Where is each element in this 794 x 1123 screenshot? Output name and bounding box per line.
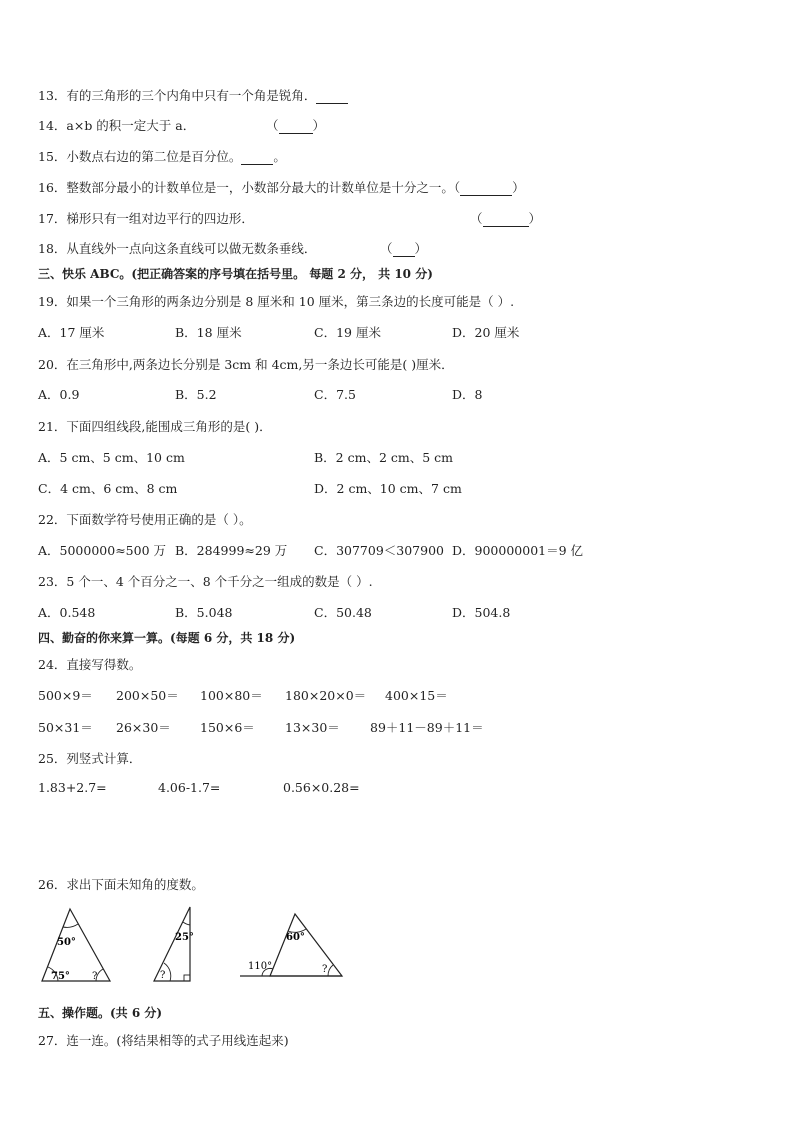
mental-calc-item: 100×80＝ (200, 688, 263, 703)
question-13-text: 13．有的三角形的三个内角中只有一个角是锐角． (38, 88, 317, 103)
question-22-text: 22．下面数学符号使用正确的是（ ）。 (38, 512, 252, 527)
q23-option-a[interactable]: A．0.548 (38, 605, 96, 620)
question-16-text: 16．整数部分最小的计数单位是一，小数部分最大的计数单位是十分之一。（ (38, 180, 461, 195)
q21-option-b[interactable]: B．2 cm、2 cm、5 cm (314, 450, 454, 465)
answer-blank-16[interactable] (460, 180, 512, 196)
q21-option-d[interactable]: D．2 cm、10 cm、7 cm (314, 481, 462, 496)
question-14-text: 14．a×b 的积一定大于 a． (38, 118, 196, 133)
q20-option-d[interactable]: D．8 (452, 387, 483, 402)
question-21-text: 21．下面四组线段,能围成三角形的是( )． (38, 419, 272, 434)
mental-calc-item: 13×30＝ (285, 720, 340, 735)
answer-paren-18[interactable]: （ ） (380, 241, 428, 256)
q20-option-b[interactable]: B．5.2 (175, 387, 217, 402)
angle-label: 60° (286, 932, 305, 943)
question-17 (38, 209, 542, 227)
triangle-figure-3 (240, 908, 346, 982)
q19-option-d[interactable]: D．20 厘米 (452, 325, 520, 340)
angle-label: 110° (248, 961, 273, 972)
mental-calc-item: 50×31＝ (38, 720, 93, 735)
mental-calc-item: 89＋11－89＋11＝ (370, 720, 484, 735)
section-4-title: 四、勤奋的你来算一算。(每题 6 分，共 18 分) (38, 631, 296, 645)
mental-calc-item: 26×30＝ (116, 720, 171, 735)
vertical-calc-item: 4.06-1.7= (158, 780, 221, 795)
q22-option-b[interactable]: B．284999≈29 万 (175, 543, 288, 558)
q23-option-b[interactable]: B．5.048 (175, 605, 233, 620)
unknown-angle-label: ? (160, 970, 166, 981)
angle-label: 25° (175, 932, 194, 943)
triangle-figure-1 (38, 905, 114, 985)
answer-blank-15[interactable] (241, 149, 273, 165)
q23-option-d[interactable]: D．504.8 (452, 605, 511, 620)
q19-option-a[interactable]: A．17 厘米 (38, 325, 105, 340)
question-18 (38, 239, 428, 257)
q20-option-c[interactable]: C．7.5 (314, 387, 356, 402)
q19-option-b[interactable]: B．18 厘米 (175, 325, 242, 340)
answer-paren-17[interactable]: （ ） (470, 211, 542, 226)
unknown-angle-label: ? (322, 964, 328, 975)
section-5-title: 五、操作题。(共 6 分) (38, 1006, 163, 1020)
question-27-text: 27．连一连。(将结果相等的式子用线连起来) (38, 1033, 289, 1048)
section-3-title: 三、快乐 ABC。(把正确答案的序号填在括号里。 每题 2 分， 共 10 分) (38, 267, 433, 281)
question-15-text: 15．小数点右边的第二位是百分位。 (38, 149, 242, 164)
q22-option-c[interactable]: C．307709＜307900 (314, 543, 444, 558)
angle-label: 75° (51, 971, 70, 982)
question-16: 16．整数部分最小的计数单位是一，小数部分最大的计数单位是十分之一。（ ） (38, 180, 525, 195)
vertical-calc-item: 0.56×0.28= (283, 780, 360, 795)
q22-option-d[interactable]: D．900000001＝9 亿 (452, 543, 584, 558)
answer-blank-13[interactable] (316, 88, 348, 104)
question-13 (38, 86, 348, 104)
question-26-text: 26．求出下面未知角的度数。 (38, 877, 204, 892)
triangle-figure-2 (150, 903, 196, 985)
question-24-text: 24．直接写得数。 (38, 657, 142, 672)
question-17-text: 17．梯形只有一组对边平行的四边形． (38, 211, 254, 226)
question-15: 15．小数点右边的第二位是百分位。 。 (38, 149, 286, 164)
mental-calc-item: 400×15＝ (385, 688, 448, 703)
mental-calc-item: 150×6＝ (200, 720, 255, 735)
question-19-text: 19．如果一个三角形的两条边分别是 8 厘米和 10 厘米，第三条边的长度可能是（ ）. (38, 294, 515, 309)
question-20-text: 20．在三角形中,两条边长分别是 3cm 和 4cm,另一条边长可能是( )厘米． (38, 357, 454, 372)
q21-option-a[interactable]: A．5 cm、5 cm、10 cm (38, 450, 185, 465)
mental-calc-item: 200×50＝ (116, 688, 179, 703)
question-23-text: 23．5 个一、4 个百分之一、8 个千分之一组成的数是（ ）. (38, 574, 373, 589)
question-14 (38, 116, 326, 134)
q20-option-a[interactable]: A．0.9 (38, 387, 80, 402)
mental-calc-item: 500×9＝ (38, 688, 93, 703)
question-25-text: 25．列竖式计算． (38, 751, 142, 766)
q21-option-c[interactable]: C．4 cm、6 cm、8 cm (38, 481, 178, 496)
question-18-text: 18．从直线外一点向这条直线可以做无数条垂线． (38, 241, 317, 256)
answer-paren-14[interactable]: （ ） (266, 118, 326, 133)
q23-option-c[interactable]: C．50.48 (314, 605, 372, 620)
q22-option-a[interactable]: A．5000000≈500 万 (38, 543, 167, 558)
vertical-calc-item: 1.83+2.7= (38, 780, 107, 795)
unknown-angle-label: ? (92, 971, 98, 982)
angle-label: 50° (57, 937, 76, 948)
q19-option-c[interactable]: C．19 厘米 (314, 325, 381, 340)
mental-calc-item: 180×20×0＝ (285, 688, 367, 703)
